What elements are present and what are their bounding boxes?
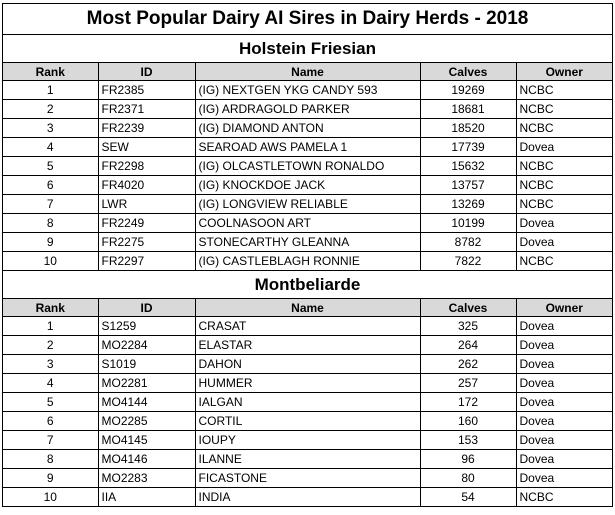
rank-cell: 2 <box>3 100 98 119</box>
calves-cell: 18681 <box>420 100 516 119</box>
table-row <box>3 233 612 252</box>
owner-cell: NCBC <box>516 100 612 119</box>
id-cell: FR2385 <box>98 81 195 100</box>
section-montbeliarde <box>3 271 612 506</box>
id-cell: FR2239 <box>98 119 195 138</box>
name-cell: HUMMER <box>195 374 420 393</box>
id-cell: FR2275 <box>98 233 195 252</box>
calves-cell: 54 <box>420 488 516 507</box>
rank-cell: 7 <box>3 431 98 450</box>
owner-cell: Dovea <box>516 450 612 469</box>
table-row <box>3 450 612 469</box>
rank-cell: 7 <box>3 195 98 214</box>
calves-cell: 160 <box>420 412 516 431</box>
rank-cell: 8 <box>3 450 98 469</box>
page-title: Most Popular Dairy AI Sires in Dairy Herds - 2018 <box>3 3 612 35</box>
section-holstein <box>3 35 612 271</box>
table-row <box>3 157 612 176</box>
owner-cell: Dovea <box>516 214 612 233</box>
table-row <box>3 214 612 233</box>
table-row <box>3 393 612 412</box>
name-cell: IALGAN <box>195 393 420 412</box>
id-cell: MO2284 <box>98 336 195 355</box>
name-cell: (IG) CASTLEBLAGH RONNIE <box>195 252 420 271</box>
rank-cell: 9 <box>3 469 98 488</box>
owner-header: Owner <box>516 299 612 317</box>
rank-cell: 6 <box>3 176 98 195</box>
table-row <box>3 469 612 488</box>
table-row <box>3 412 612 431</box>
rank-cell: 3 <box>3 119 98 138</box>
table-row <box>3 138 612 157</box>
owner-cell: NCBC <box>516 157 612 176</box>
calves-cell: 264 <box>420 336 516 355</box>
table-row <box>3 176 612 195</box>
sires-table <box>3 63 612 271</box>
rank-cell: 1 <box>3 81 98 100</box>
owner-cell: NCBC <box>516 119 612 138</box>
rank-cell: 1 <box>3 317 98 336</box>
rank-cell: 10 <box>3 488 98 507</box>
id-cell: MO4144 <box>98 393 195 412</box>
calves-cell: 15632 <box>420 157 516 176</box>
id-cell: MO2285 <box>98 412 195 431</box>
header-row <box>3 63 612 81</box>
owner-cell: Dovea <box>516 233 612 252</box>
calves-cell: 257 <box>420 374 516 393</box>
name-cell: CRASAT <box>195 317 420 336</box>
name-cell: (IG) NEXTGEN YKG CANDY 593 <box>195 81 420 100</box>
table-row <box>3 374 612 393</box>
calves-cell: 18520 <box>420 119 516 138</box>
calves-cell: 19269 <box>420 81 516 100</box>
sires-sheet <box>2 3 613 507</box>
id-cell: FR2371 <box>98 100 195 119</box>
owner-cell: NCBC <box>516 252 612 271</box>
name-cell: (IG) OLCASTLETOWN RONALDO <box>195 157 420 176</box>
id-cell: SEW <box>98 138 195 157</box>
sires-table <box>3 299 612 506</box>
calves-cell: 10199 <box>420 214 516 233</box>
id-cell: FR2297 <box>98 252 195 271</box>
rank-header: Rank <box>3 63 98 81</box>
table-row <box>3 355 612 374</box>
id-cell: MO2281 <box>98 374 195 393</box>
name-cell: CORTIL <box>195 412 420 431</box>
owner-cell: NCBC <box>516 488 612 507</box>
name-cell: INDIA <box>195 488 420 507</box>
name-cell: IOUPY <box>195 431 420 450</box>
section-title: Holstein Friesian <box>3 35 612 63</box>
name-cell: (IG) LONGVIEW RELIABLE <box>195 195 420 214</box>
owner-cell: NCBC <box>516 176 612 195</box>
calves-cell: 325 <box>420 317 516 336</box>
table-body <box>3 317 612 507</box>
id-cell: MO4146 <box>98 450 195 469</box>
owner-cell: Dovea <box>516 431 612 450</box>
table-body <box>3 81 612 271</box>
rank-cell: 9 <box>3 233 98 252</box>
header-row <box>3 299 612 317</box>
name-header: Name <box>195 299 420 317</box>
calves-cell: 7822 <box>420 252 516 271</box>
owner-cell: Dovea <box>516 469 612 488</box>
id-cell: FR2249 <box>98 214 195 233</box>
owner-header: Owner <box>516 63 612 81</box>
owner-cell: Dovea <box>516 317 612 336</box>
table-row <box>3 488 612 507</box>
calves-header: Calves <box>420 63 516 81</box>
section-title: Montbeliarde <box>3 271 612 299</box>
owner-cell: Dovea <box>516 393 612 412</box>
rank-cell: 6 <box>3 412 98 431</box>
name-cell: COOLNASOON ART <box>195 214 420 233</box>
id-cell: FR2298 <box>98 157 195 176</box>
name-cell: DAHON <box>195 355 420 374</box>
calves-cell: 172 <box>420 393 516 412</box>
calves-cell: 13757 <box>420 176 516 195</box>
id-cell: LWR <box>98 195 195 214</box>
id-cell: S1259 <box>98 317 195 336</box>
table-row <box>3 119 612 138</box>
rank-cell: 8 <box>3 214 98 233</box>
rank-header: Rank <box>3 299 98 317</box>
calves-cell: 153 <box>420 431 516 450</box>
owner-cell: NCBC <box>516 81 612 100</box>
owner-cell: Dovea <box>516 336 612 355</box>
calves-cell: 262 <box>420 355 516 374</box>
calves-header: Calves <box>420 299 516 317</box>
rank-cell: 4 <box>3 138 98 157</box>
calves-cell: 13269 <box>420 195 516 214</box>
rank-cell: 5 <box>3 393 98 412</box>
rank-cell: 3 <box>3 355 98 374</box>
name-cell: (IG) ARDRAGOLD PARKER <box>195 100 420 119</box>
owner-cell: Dovea <box>516 355 612 374</box>
calves-cell: 8782 <box>420 233 516 252</box>
name-cell: STONECARTHY GLEANNA <box>195 233 420 252</box>
id-header: ID <box>98 63 195 81</box>
name-cell: SEAROAD AWS PAMELA 1 <box>195 138 420 157</box>
calves-cell: 17739 <box>420 138 516 157</box>
id-cell: MO4145 <box>98 431 195 450</box>
name-cell: ELASTAR <box>195 336 420 355</box>
id-cell: MO2283 <box>98 469 195 488</box>
rank-cell: 5 <box>3 157 98 176</box>
id-header: ID <box>98 299 195 317</box>
table-row <box>3 252 612 271</box>
table-row <box>3 100 612 119</box>
name-header: Name <box>195 63 420 81</box>
owner-cell: Dovea <box>516 138 612 157</box>
table-row <box>3 317 612 336</box>
name-cell: FICASTONE <box>195 469 420 488</box>
name-cell: (IG) DIAMOND ANTON <box>195 119 420 138</box>
table-row <box>3 336 612 355</box>
rank-cell: 10 <box>3 252 98 271</box>
rank-cell: 2 <box>3 336 98 355</box>
name-cell: ILANNE <box>195 450 420 469</box>
id-cell: FR4020 <box>98 176 195 195</box>
calves-cell: 96 <box>420 450 516 469</box>
calves-cell: 80 <box>420 469 516 488</box>
owner-cell: Dovea <box>516 374 612 393</box>
owner-cell: NCBC <box>516 195 612 214</box>
table-row <box>3 81 612 100</box>
table-row <box>3 431 612 450</box>
owner-cell: Dovea <box>516 412 612 431</box>
id-cell: IIA <box>98 488 195 507</box>
id-cell: S1019 <box>98 355 195 374</box>
table-row <box>3 195 612 214</box>
name-cell: (IG) KNOCKDOE JACK <box>195 176 420 195</box>
rank-cell: 4 <box>3 374 98 393</box>
